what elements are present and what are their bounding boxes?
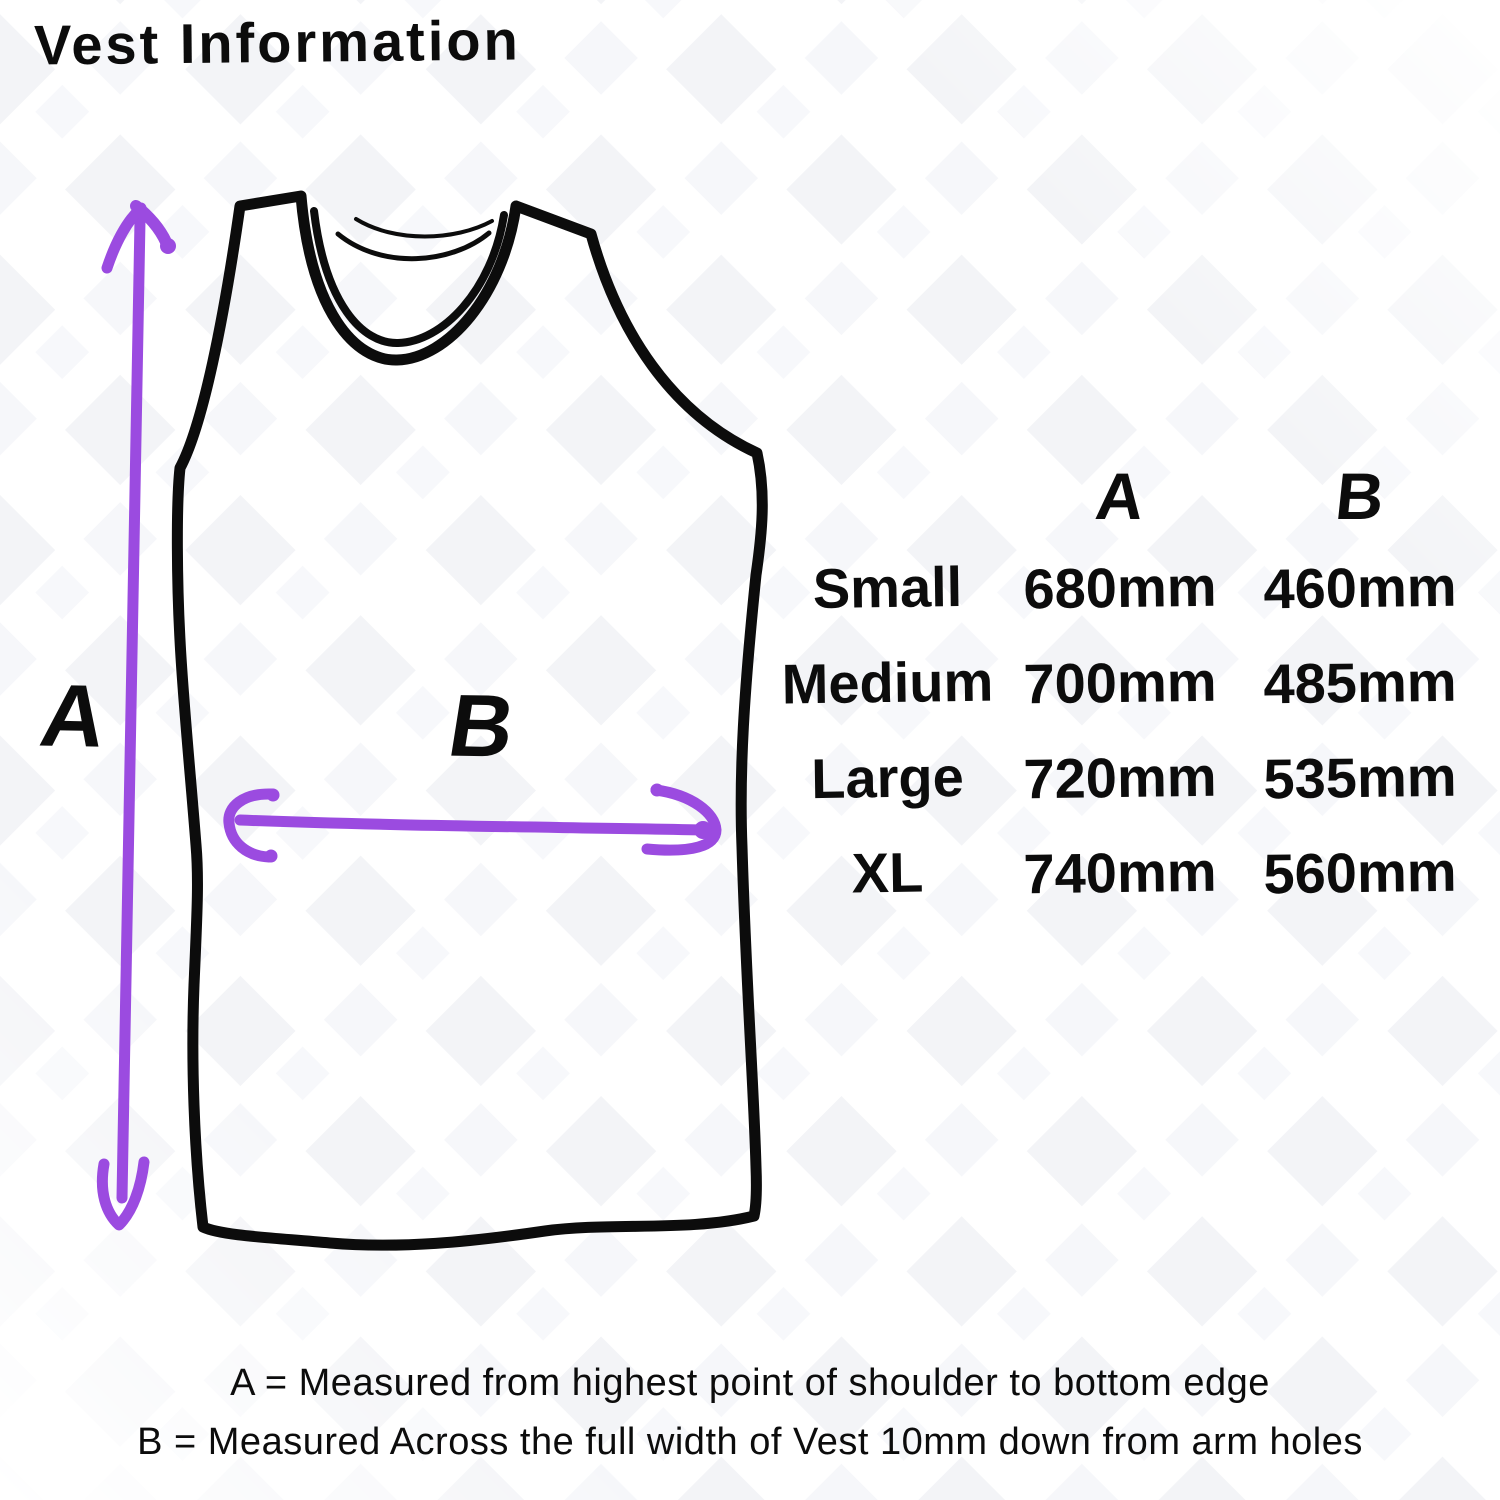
- value-a: 680mm: [1023, 554, 1217, 621]
- measurement-label-a: A: [34, 665, 114, 766]
- value-a: 740mm: [1023, 839, 1217, 906]
- value-a: 720mm: [1023, 744, 1217, 811]
- note-line-a: A = Measured from highest point of shoulder to bottom edge: [230, 1362, 1270, 1404]
- size-label: Medium: [781, 649, 994, 716]
- value-a: 700mm: [1023, 649, 1217, 716]
- size-table: [770, 452, 1485, 920]
- note-line-b: B = Measured Across the full width of Vest 10mm down from arm holes: [137, 1421, 1363, 1463]
- measurement-notes: [0, 1362, 1500, 1480]
- size-label: Large: [810, 744, 965, 811]
- measurement-label-b: B: [442, 675, 522, 776]
- value-b: 460mm: [1263, 554, 1457, 621]
- value-b: 485mm: [1263, 649, 1457, 716]
- column-header-a: A: [1092, 459, 1148, 533]
- value-b: 560mm: [1263, 839, 1457, 906]
- page-title: Vest Information: [33, 8, 522, 77]
- value-b: 535mm: [1263, 744, 1457, 811]
- column-header-b: B: [1332, 459, 1388, 533]
- size-label: XL: [851, 840, 924, 905]
- size-label: Small: [812, 554, 963, 621]
